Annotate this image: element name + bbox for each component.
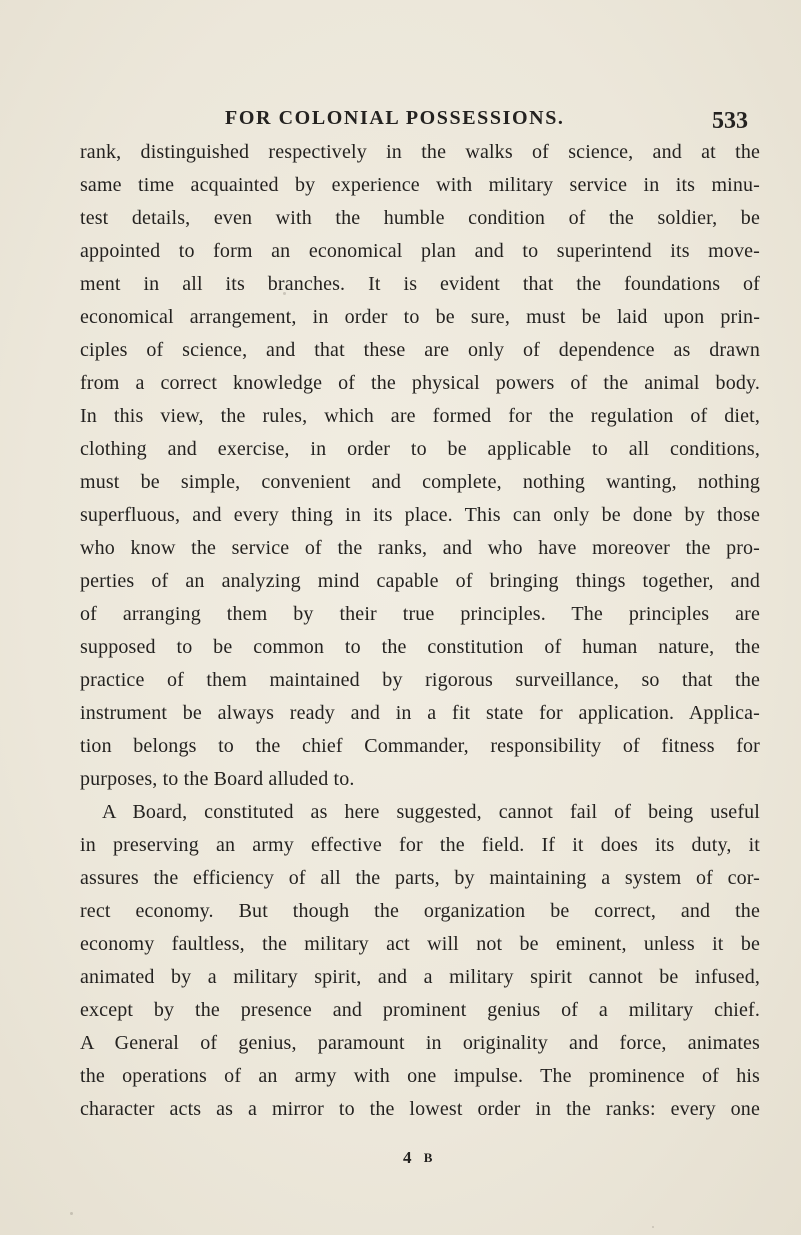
text-line: economy faultless, the military act will not be eminent, unless it be [80, 933, 760, 955]
text-line: practice of them maintained by rigorous surveillance, so that the [80, 669, 760, 691]
text-line: character acts as a mirror to the lowest order in the ranks: every one [80, 1098, 760, 1120]
paper-speck [283, 292, 286, 295]
page-number: 533 [712, 108, 748, 134]
paper-speck [70, 1212, 73, 1215]
text-line: rect economy. But though the organization be correct, and the [80, 900, 760, 922]
text-line: In this view, the rules, which are formed for the regulation of diet, [80, 405, 760, 427]
running-title: FOR COLONIAL POSSESSIONS. [225, 107, 565, 129]
text-line: ciples of science, and that these are only of dependence as drawn [80, 339, 760, 361]
text-line: superfluous, and every thing in its place. This can only be done by those [80, 504, 760, 526]
text-line: appointed to form an economical plan and to superintend its move- [80, 240, 760, 262]
text-line: in preserving an army effective for the field. If it does its duty, it [80, 834, 760, 856]
text-line: except by the presence and prominent genius of a military chief. [80, 999, 760, 1021]
text-line: A Board, constituted as here suggested, cannot fail of being useful [102, 801, 760, 823]
text-line: from a correct knowledge of the physical powers of the animal body. [80, 372, 760, 394]
text-line: who know the service of the ranks, and who have moreover the pro- [80, 537, 760, 559]
text-line: economical arrangement, in order to be sure, must be laid upon prin- [80, 306, 760, 328]
text-line: ment in all its branches. It is evident that the foundations of [80, 273, 760, 295]
text-line: A General of genius, paramount in originality and force, animates [80, 1032, 760, 1054]
text-line: test details, even with the humble condition of the soldier, be [80, 207, 760, 229]
paper-speck [652, 1226, 654, 1228]
text-line: assures the efficiency of all the parts, by maintaining a system of cor- [80, 867, 760, 889]
text-line: same time acquainted by experience with military service in its minu- [80, 174, 760, 196]
text-line: the operations of an army with one impulse. The prominence of his [80, 1065, 760, 1087]
text-line: supposed to be common to the constitution of human nature, the [80, 636, 760, 658]
text-line: purposes, to the Board alluded to. [80, 768, 355, 790]
printer-signature-mark [403, 1148, 432, 1168]
signature-number: 4 [403, 1148, 416, 1167]
text-line: must be simple, convenient and complete, nothing wanting, nothing [80, 471, 760, 493]
text-line: perties of an analyzing mind capable of bringing things together, and [80, 570, 760, 592]
signature-letter: B [423, 1150, 433, 1165]
text-line: tion belongs to the chief Commander, responsibility of fitness for [80, 735, 760, 757]
text-line: clothing and exercise, in order to be applicable to all conditions, [80, 438, 760, 460]
text-line: instrument be always ready and in a fit state for application. Applica- [80, 702, 760, 724]
text-line: of arranging them by their true principles. The principles are [80, 603, 760, 625]
text-line: animated by a military spirit, and a military spirit cannot be infused, [80, 966, 760, 988]
text-line: rank, distinguished respectively in the walks of science, and at the [80, 141, 760, 163]
